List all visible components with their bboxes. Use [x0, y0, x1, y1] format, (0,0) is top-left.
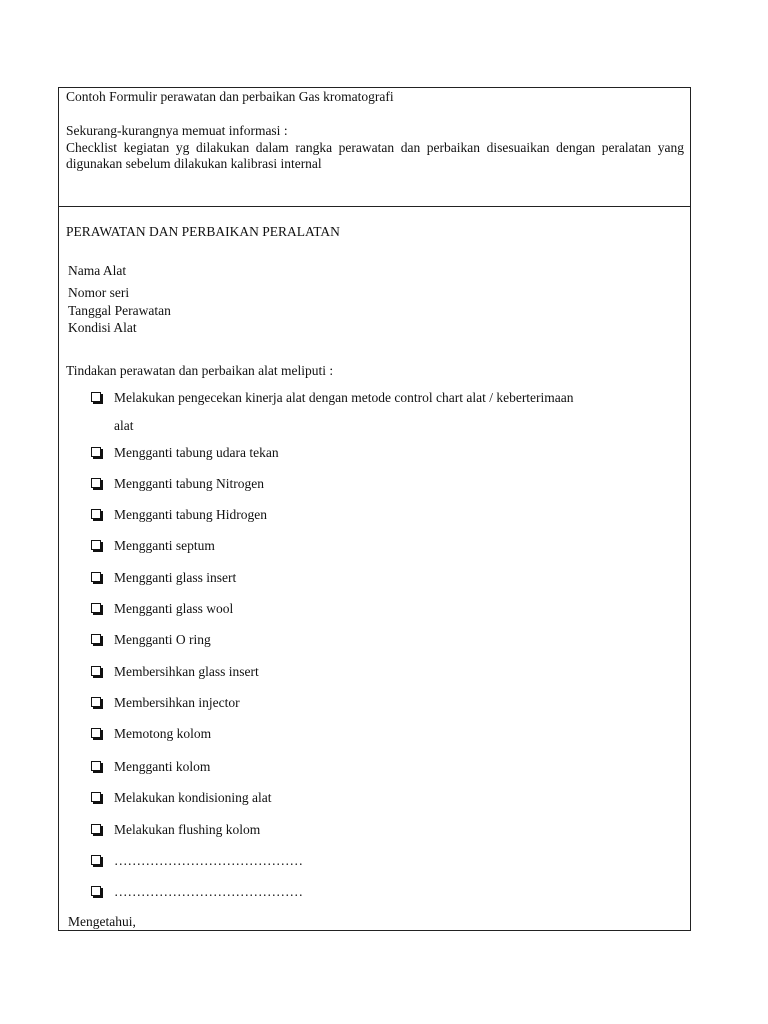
checklist-item-label: Mengganti glass wool	[114, 601, 234, 616]
checkbox-icon[interactable]	[91, 761, 101, 771]
checklist-item-label: Mengganti kolom	[114, 759, 211, 774]
checkbox-icon[interactable]	[91, 540, 101, 550]
checkbox-icon[interactable]	[91, 634, 101, 644]
checklist-item-label: Mengganti O ring	[114, 632, 211, 647]
checkbox-icon[interactable]	[91, 478, 101, 488]
checkbox-icon[interactable]	[91, 392, 101, 402]
checkbox-icon[interactable]	[91, 824, 101, 834]
checklist-blank-line[interactable]: ……………………………………	[114, 853, 303, 868]
checkbox-icon[interactable]	[91, 886, 101, 896]
checklist-item-label: Membersihkan injector	[114, 695, 240, 710]
section-heading: PERAWATAN DAN PERBAIKAN PERALATAN	[66, 224, 340, 239]
checklist-item-label: Memotong kolom	[114, 726, 212, 741]
form-title: Contoh Formulir perawatan dan perbaikan Gas kromatografi	[66, 89, 394, 104]
checklist-item-label: Mengganti tabung Nitrogen	[114, 476, 264, 491]
checklist-item-label: Membersihkan glass insert	[114, 664, 259, 679]
checkbox-icon[interactable]	[91, 792, 101, 802]
checklist-item-label: Mengganti tabung Hidrogen	[114, 507, 267, 522]
checklist-item-label: Melakukan pengecekan kinerja alat dengan metode control chart alat / keberterimaan	[114, 390, 574, 405]
checkbox-icon[interactable]	[91, 855, 101, 865]
checklist-blank-line[interactable]: ……………………………………	[114, 884, 303, 899]
checklist-item-label: Melakukan kondisioning alat	[114, 790, 272, 805]
checkbox-icon[interactable]	[91, 603, 101, 613]
actions-intro: Tindakan perawatan dan perbaikan alat meliputi :	[66, 363, 334, 378]
checklist-item-label: Mengganti tabung udara tekan	[114, 445, 279, 460]
checkbox-icon[interactable]	[91, 509, 101, 519]
signoff-label: Mengetahui,	[68, 914, 136, 929]
checkbox-icon[interactable]	[91, 572, 101, 582]
form-sheet	[58, 87, 691, 931]
description-text: Checklist kegiatan yg dilakukan dalam rangka perawatan dan perbaikan disesuaikan dengan peralatan yang digunakan sebelum dilakukan kalibrasi internal	[66, 140, 684, 171]
checklist-item-label: Mengganti septum	[114, 538, 215, 553]
field-nama-alat: Nama Alat	[68, 263, 127, 278]
field-kondisi-alat: Kondisi Alat	[68, 320, 137, 335]
checkbox-icon[interactable]	[91, 728, 101, 738]
checklist-item-label-continued: alat	[114, 418, 134, 433]
intro-text: Sekurang-kurangnya memuat informasi :	[66, 123, 288, 138]
checkbox-icon[interactable]	[91, 666, 101, 676]
section-divider	[59, 206, 690, 207]
field-nomor-seri: Nomor seri	[68, 285, 130, 300]
checklist-item-label: Mengganti glass insert	[114, 570, 237, 585]
checkbox-icon[interactable]	[91, 447, 101, 457]
checkbox-icon[interactable]	[91, 697, 101, 707]
checklist-item-label: Melakukan flushing kolom	[114, 822, 261, 837]
field-tanggal-perawatan: Tanggal Perawatan	[68, 303, 171, 318]
